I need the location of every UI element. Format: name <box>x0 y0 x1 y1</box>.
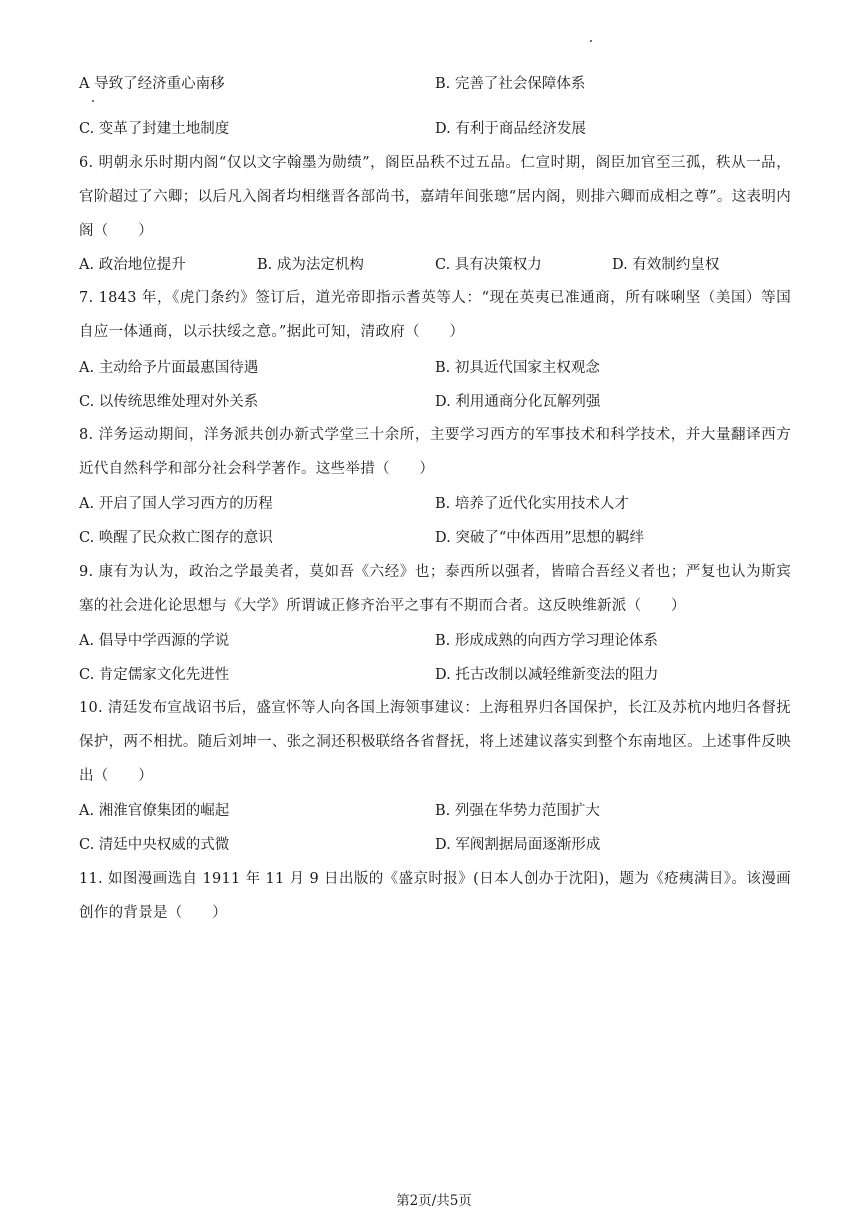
q10-options-row-2 <box>79 833 791 857</box>
q5-option-b: B. 完善了社会保障体系 <box>435 76 586 92</box>
q8-option-b: B. 培养了近代化实用技术人才 <box>435 496 629 512</box>
q5-option-a: A 导致了经济重心南移 <box>79 76 225 92</box>
q5-option-c: C. 变革了封建土地制度 <box>79 121 230 137</box>
q8-option-a: A. 开启了国人学习西方的历程 <box>79 496 273 512</box>
q8-options-row-2 <box>79 526 791 550</box>
q8-option-d: D. 突破了“中体西用”思想的羁绊 <box>435 530 645 546</box>
q9-option-b: B. 形成成熟的向西方学习理论体系 <box>435 633 658 649</box>
q10-stem: 10. 清廷发布宣战诏书后，盛宣怀等人向各国上海领事建议：上海租界归各国保护，长江及苏杭内地归各督抚保护，两不相扰。随后刘坤一、张之洞还积极联络各省督抚，将上述建议落实到整个东南地区。上述事件反映出（ ） <box>79 700 791 784</box>
speck-mark <box>92 100 94 102</box>
q6-stem: 6. 明朝永乐时期内阁“仅以文字翰墨为勋绩”，阁臣品秩不过五品。仁宣时期，阁臣加官至三孤，秩从一品，官阶超过了六卿；以后凡入阁者均相继晋各部尚书，嘉靖年间张璁“居内阁，则排六卿而成相之尊”。这表明内阁（ ） <box>79 155 791 239</box>
q7-stem: 7. 1843 年，《虎门条约》签订后，道光帝即指示耆英等人：“现在英夷已准通商，所有咪唎坚（美国）等国自应一体通商，以示扶绥之意。”据此可知，清政府（ ） <box>79 290 791 340</box>
q9-option-a: A. 倡导中学西源的学说 <box>79 633 230 649</box>
q8-option-c: C. 唤醒了民众救亡图存的意识 <box>79 530 273 546</box>
q10-option-a: A. 湘淮官僚集团的崛起 <box>79 803 230 819</box>
q10-option-d: D. 军阀割据局面逐渐形成 <box>435 837 601 853</box>
q9-option-d: D. 托古改制以减轻维新变法的阻力 <box>435 667 659 683</box>
q9-stem: 9. 康有为认为，政治之学最美者，莫如吾《六经》也；泰西所以强者，皆暗合吾经义者也；严复也认为斯宾塞的社会进化论思想与《大学》所谓诚正修齐治平之事有不期而合者。这反映维新派（ ） <box>79 564 791 614</box>
q7-option-c: C. 以传统思维处理对外关系 <box>79 394 259 410</box>
q5-option-d: D. 有利于商品经济发展 <box>435 121 586 137</box>
q8-options-row-1 <box>79 492 791 516</box>
q6-option-a: A. 政治地位提升 <box>79 257 186 273</box>
page-number: 第2页/共5页 <box>396 1193 472 1209</box>
q10-option-c: C. 清廷中央权威的式微 <box>79 837 230 853</box>
q7-option-b: B. 初具近代国家主权观念 <box>435 360 600 376</box>
q11-stem: 11. 如图漫画选自 1911 年 11 月 9 日出版的《盛京时报》(日本人创办于沈阳)，题为《疮痍满目》。该漫画创作的背景是（ ） <box>79 871 791 921</box>
q10-option-b: B. 列强在华势力范围扩大 <box>435 803 600 819</box>
q9-options-row-1 <box>79 629 791 653</box>
q6-options-row <box>79 253 791 277</box>
q6-option-c: C. 具有决策权力 <box>435 257 542 273</box>
q9-options-row-2 <box>79 663 791 687</box>
q9-option-c: C. 肯定儒家文化先进性 <box>79 667 230 683</box>
q7-options-row-1 <box>79 356 791 380</box>
q10-options-row-1 <box>79 799 791 823</box>
q7-option-d: D. 利用通商分化瓦解列强 <box>435 394 601 410</box>
q8-stem: 8. 洋务运动期间，洋务派共创办新式学堂三十余所，主要学习西方的军事技术和科学技术，并大量翻译西方近代自然科学和部分社会科学著作。这些举措（ ） <box>79 427 791 477</box>
q5-options-row-1 <box>79 72 791 96</box>
q7-option-a: A. 主动给予片面最惠国待遇 <box>79 360 259 376</box>
q5-options-row-2 <box>79 117 791 141</box>
q6-option-d: D. 有效制约皇权 <box>612 257 720 273</box>
q7-options-row-2 <box>79 390 791 414</box>
speck-mark <box>590 40 592 42</box>
q6-option-b: B. 成为法定机构 <box>257 257 364 273</box>
